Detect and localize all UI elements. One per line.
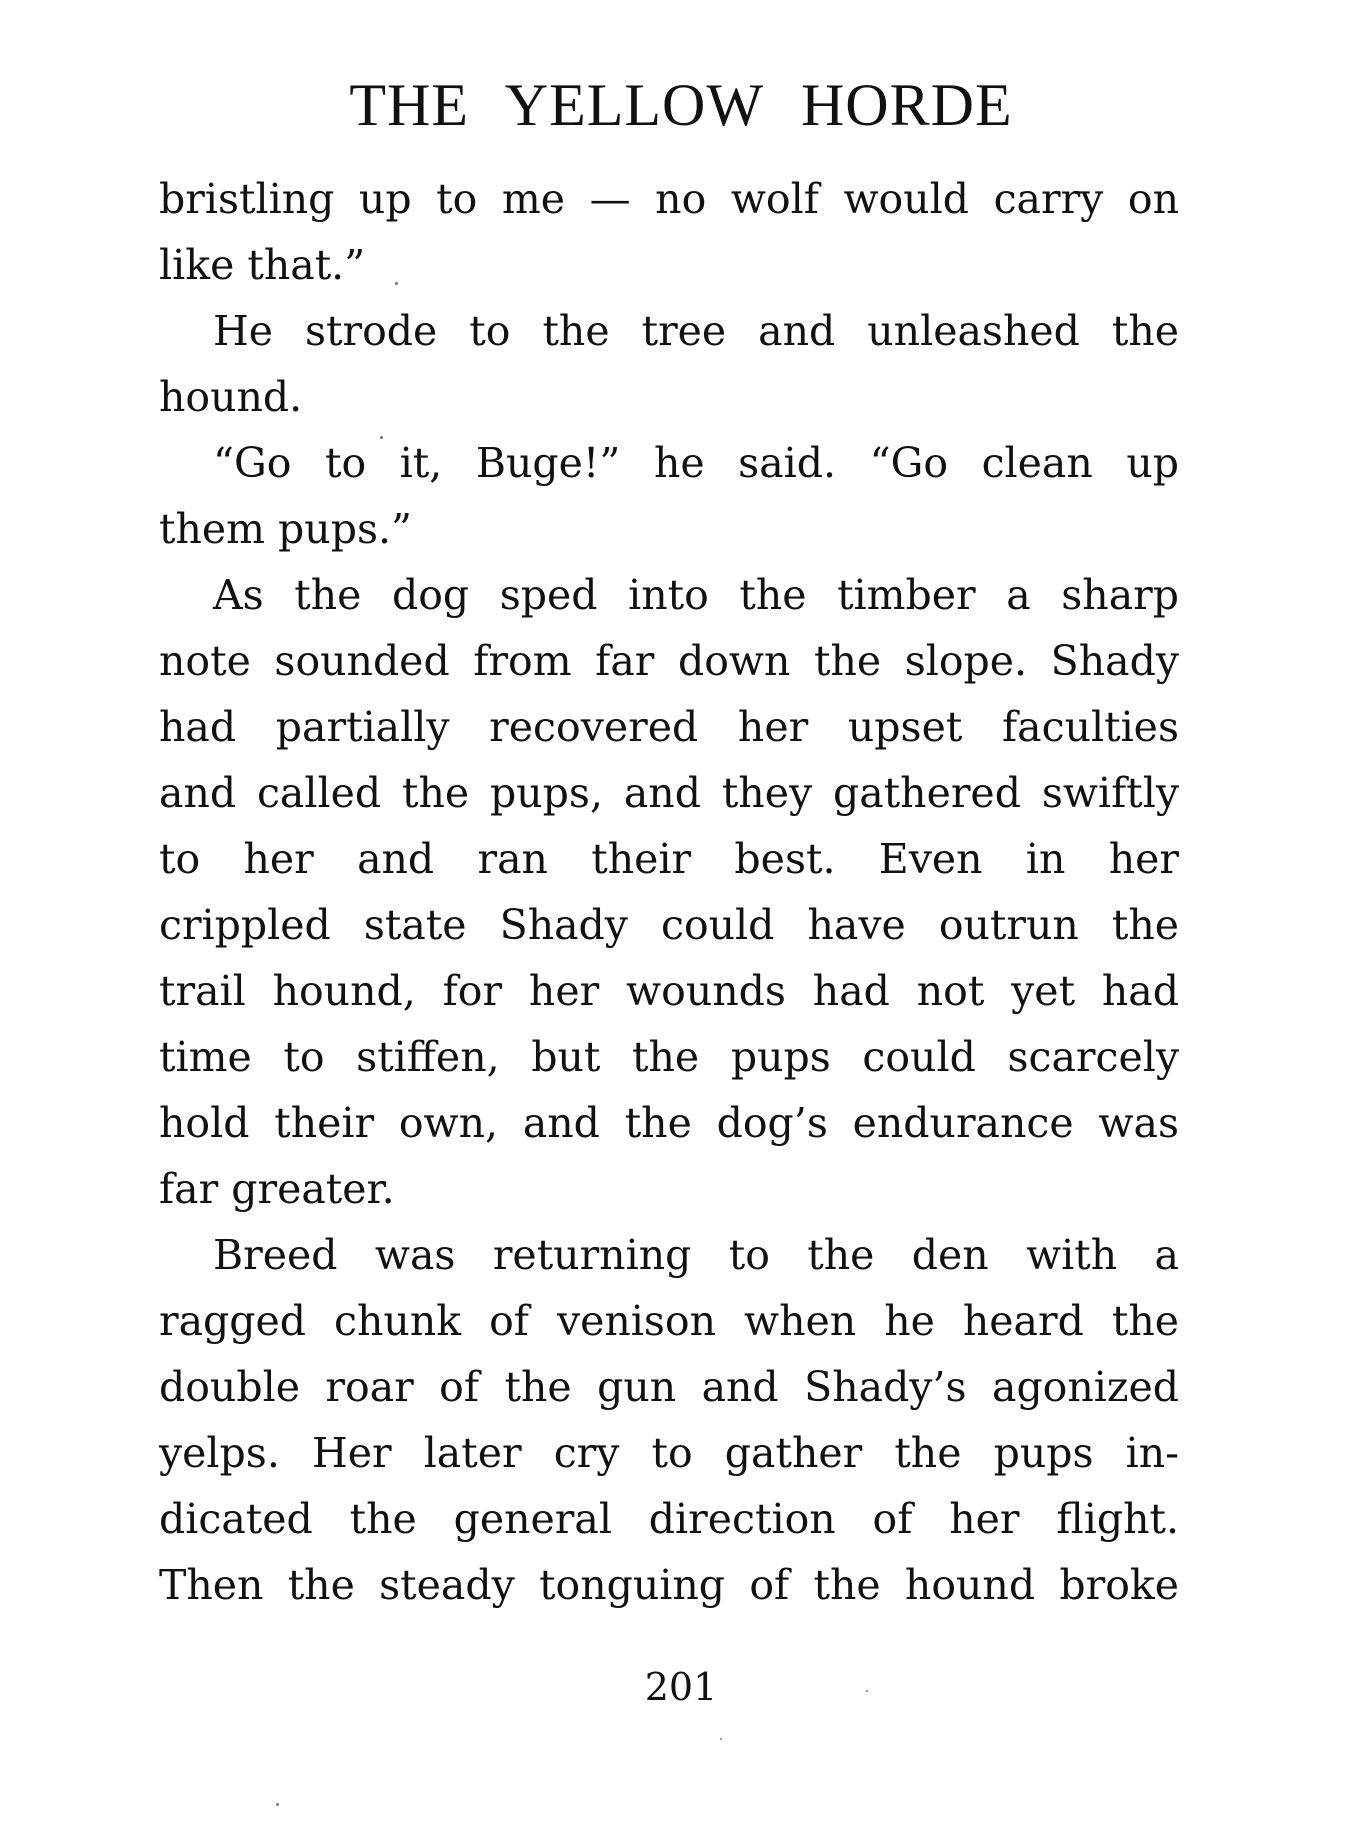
text-line: Breed was returning to the den with a bbox=[213, 1231, 1179, 1279]
text-line: hold their own, and the dog’s endurance was bbox=[159, 1099, 1179, 1147]
text-line: hound. bbox=[159, 373, 303, 421]
text-line: far greater. bbox=[159, 1165, 395, 1213]
text-line: yelps. Her later cry to gather the pups in- bbox=[159, 1429, 1179, 1477]
body-text bbox=[159, 166, 1179, 1618]
scan-speck bbox=[276, 1803, 279, 1806]
text-line: dicated the general direction of her flight. bbox=[159, 1495, 1179, 1543]
text-line: crippled state Shady could have outrun the bbox=[159, 901, 1179, 949]
text-line: had partially recovered her upset faculties bbox=[159, 703, 1179, 751]
text-line: them pups.” bbox=[159, 505, 412, 553]
text-line: to her and ran their best. Even in her bbox=[159, 835, 1179, 883]
running-head: THE YELLOW HORDE bbox=[349, 72, 1013, 138]
page-number: 201 bbox=[644, 1665, 718, 1709]
text-line: He strode to the tree and unleashed the bbox=[213, 307, 1179, 355]
scan-speck bbox=[720, 1738, 722, 1740]
scan-speck bbox=[380, 436, 383, 439]
scan-speck bbox=[866, 1690, 868, 1692]
text-line: trail hound, for her wounds had not yet had bbox=[159, 967, 1179, 1015]
text-line: As the dog sped into the timber a sharp bbox=[213, 571, 1179, 619]
text-line: Then the steady tonguing of the hound broke bbox=[159, 1561, 1179, 1609]
text-line: ragged chunk of venison when he heard the bbox=[159, 1297, 1179, 1345]
text-line: double roar of the gun and Shady’s agonized bbox=[159, 1363, 1179, 1411]
text-line: “Go to it, Buge!” he said. “Go clean up bbox=[213, 439, 1179, 487]
text-line: like that.” bbox=[159, 241, 366, 289]
text-line: time to stiffen, but the pups could scarcely bbox=[159, 1033, 1179, 1081]
text-line: note sounded from far down the slope. Shady bbox=[159, 637, 1179, 685]
text-line: bristling up to me — no wolf would carry on bbox=[159, 175, 1179, 223]
scan-speck bbox=[395, 282, 398, 285]
text-line: and called the pups, and they gathered swiftly bbox=[159, 769, 1179, 817]
